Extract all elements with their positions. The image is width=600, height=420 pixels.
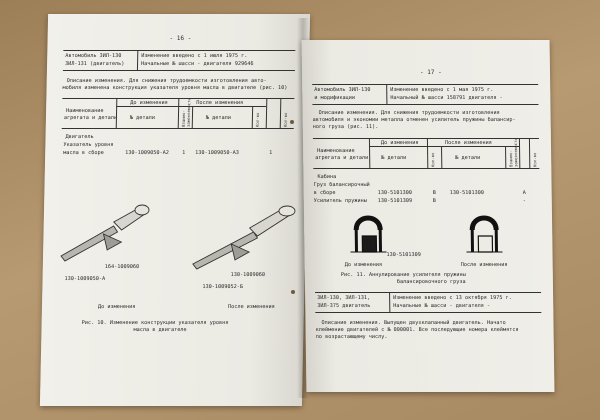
table-head-before: До изменения (130, 100, 168, 106)
table-cell-mark: 1 (182, 150, 186, 156)
dipstick-illustration (42, 164, 307, 304)
header-left-1: Автомобиль ЗИЛ-130 (314, 87, 371, 93)
part-label: 164-1009060 (104, 264, 140, 270)
table-cell-name: Усилитель пружины (313, 198, 367, 204)
table-col-line (519, 138, 520, 168)
footer-right-1: Изменение введено с 13 октября 1975 г. (393, 295, 512, 301)
footer-divider (389, 292, 390, 312)
description-line: Описание изменения. Для снижения трудоемкости изготовления авто- (66, 78, 267, 84)
table-cell-before: 130-5101309 (377, 198, 413, 204)
table-cell-mark: В (432, 190, 436, 196)
description-line: мобиля изменена конструкция указателя уровня масла в двигателе (рис. 10) (62, 85, 288, 91)
left-page (40, 14, 310, 406)
header-right-1: Изменение введено с 1 июля 1975 г. (141, 53, 248, 59)
description-line: ного груза (рис. 11). (312, 124, 379, 130)
page-number: - 16 - (169, 35, 192, 42)
table-rule (313, 138, 539, 139)
table-cell-before: 130-1009050-А2 (125, 150, 169, 156)
header-rule-top (63, 50, 295, 51)
part-label: 130-5101309 (386, 252, 421, 258)
header-divider (137, 50, 138, 70)
table-cell-after: 130-5101300 (449, 190, 485, 196)
table-cell-name: в сборе (313, 190, 336, 196)
weight-after (466, 218, 502, 252)
table-head-after: После изменения (444, 140, 492, 146)
description-line: Описание изменения. Для снижения трудоемкости изготовления (318, 110, 500, 116)
table-col-line (441, 146, 442, 168)
figure-caption: Рис. 10. Изменение конструкции указателя уровня (81, 320, 229, 326)
part-label: 130-1009060 (230, 272, 266, 278)
table-col-line (505, 146, 506, 168)
footer-rule-bottom (315, 312, 541, 313)
header-left-2: и модификации (314, 95, 356, 101)
table-head-vertical: Кол-во (532, 152, 538, 167)
table-cell-qty: 1 (269, 150, 273, 156)
table-head-vertical: заменяемость (185, 98, 192, 127)
table-head-vertical: Кол-во (430, 152, 436, 167)
table-head-name: Наименование (66, 108, 104, 114)
footer-text-line: по возрастающему числу. (315, 334, 388, 340)
table-rule (62, 128, 294, 129)
footer-text-line: Описание изменения. Выпущен двухклапанный двигатель. Начато (321, 320, 506, 326)
table-head-before-sub: № детали (129, 115, 155, 121)
table-head-vertical: Взаимо- (508, 150, 514, 167)
table-head-vertical: Кол-во (282, 112, 289, 127)
table-head-name: агрегата и детали (315, 155, 369, 161)
table-cell-name: Указатель уровня (63, 142, 114, 148)
binding-hole (291, 290, 295, 294)
table-head-after: После изменения (196, 100, 244, 106)
right-page (302, 40, 555, 392)
header-right-2: Начальные № шасси - двигателя 929646 (140, 61, 254, 67)
table-cell-before: 130-5101300 (377, 190, 413, 196)
table-cell-name: Кабина (317, 174, 337, 180)
balance-weight-illustration (304, 208, 553, 278)
table-col-line (280, 98, 282, 128)
table-head-before-sub: № детали (381, 155, 407, 161)
before-caption: До изменения (97, 304, 136, 310)
footer-rule-top (315, 292, 541, 293)
table-col-line (369, 138, 370, 168)
table-head-vertical: Взаимо- (180, 110, 187, 127)
footer-right-2: Начальные № шасси - двигателя - (393, 303, 491, 309)
footer-left-2: ЗИЛ-375 двигатель (317, 303, 371, 309)
after-caption: После изменения (460, 262, 508, 268)
table-col-line (116, 98, 118, 128)
table-cell-qty: А (522, 190, 526, 196)
table-cell-name: масла в сборе (63, 150, 104, 156)
figure-caption: масла в двигателе (133, 327, 187, 333)
table-cell-mark: В (432, 198, 436, 204)
table-col-line (427, 138, 428, 168)
dipstick-after (193, 206, 295, 269)
header-rule-top (312, 84, 538, 85)
table-col-line (192, 106, 193, 128)
description-line: автомобиля и экономии металла отменен усилитель пружины балансир- (312, 117, 516, 123)
table-col-line (266, 98, 268, 128)
table-col-line (252, 106, 253, 128)
header-rule-bottom (63, 70, 295, 71)
table-head-before: До изменения (380, 140, 419, 146)
footer-text-line: клеймение двигателей с № 000001. Все последующие номера клеймятся (315, 327, 519, 333)
header-right-2: Начальный № шасси 158791 двигателя - (390, 95, 503, 101)
table-col-line (178, 98, 180, 128)
page-number: - 17 - (419, 69, 442, 76)
dipstick-before (61, 205, 149, 261)
table-head-after-sub: № детали (455, 155, 481, 161)
part-label: 130-1009052-Б (202, 284, 244, 290)
table-head-vertical: заменяемость (512, 138, 519, 167)
table-head-name: агрегата и детали (63, 115, 118, 121)
footer-left-1: ЗИЛ-130, ЗИЛ-131, (317, 295, 371, 301)
binding-hole (290, 120, 294, 124)
header-rule-bottom (312, 104, 538, 105)
before-caption: До изменения (344, 262, 383, 268)
table-rule (313, 168, 539, 169)
table-head-name: Наименование (317, 148, 355, 154)
after-caption: После изменения (227, 304, 275, 310)
table-cell-qty: - (522, 198, 526, 204)
weight-before (350, 218, 386, 252)
table-cell-after: 130-1009050-А3 (195, 150, 239, 156)
header-right-1: Изменение введено с 1 мая 1975 г. (390, 87, 494, 93)
table-cell-name: Груз балансирочный (313, 182, 370, 188)
table-col-line (529, 138, 530, 168)
header-divider (386, 84, 387, 104)
part-label: 130-1009050-А (64, 276, 106, 282)
figure-caption: Рис. 11. Аннулирование усилителя пружины (340, 272, 466, 278)
header-left-1: Автомобиль ЗИЛ-130 (65, 53, 122, 59)
figure-caption: балансировочного груза (396, 279, 466, 285)
header-left-2: ЗИЛ-131 (двигатель) (64, 61, 125, 67)
table-head-vertical: Кол-во (254, 112, 261, 127)
table-cell-name: Двигатель (65, 134, 94, 140)
table-head-after-sub: № детали (205, 115, 231, 121)
